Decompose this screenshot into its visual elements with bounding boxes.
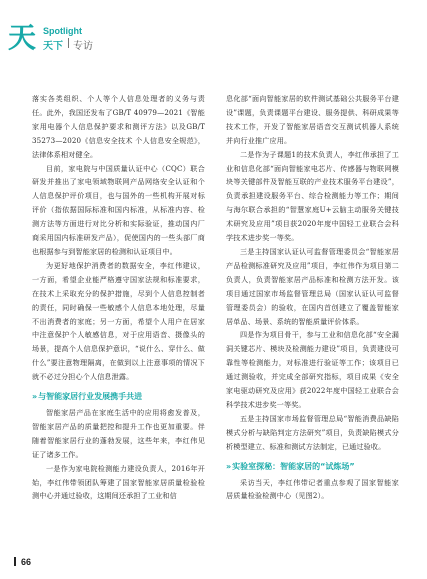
left-column	[32, 92, 205, 503]
section-heading-text: 实验室探秘：智能家居的“试炼场”	[232, 461, 355, 471]
paragraph: 智能家居产品在家庭生活中的应用将愈发普及，智能家居产品的质量把控和提升工作也更加重要。伴随着智能家居行业的蓬勃发展，这些年来，李红伟见证了诸多工作。	[32, 408, 205, 459]
page-footer	[14, 557, 31, 567]
double-chevron-icon: »	[32, 392, 37, 402]
right-column	[226, 92, 399, 503]
brand-name-cn: 天下	[43, 41, 63, 52]
section-heading	[226, 460, 399, 474]
paragraph: 三是主持国家认证认可监督管理委员会“智能家居产品检测标准研究及应用”项目，李红伟作为项目第二负责人，负责智能家居产品标准和检测方法开发。该项目通过国家市场监督管理总局（国家认证认可监督管理委员会）的验收，在国内首创建立了覆盖智能家居单品、场景、系统的智能质量评价体系。	[226, 246, 399, 326]
double-chevron-icon: »	[226, 461, 231, 471]
footer-bar	[14, 557, 16, 566]
paragraph: 为更好地保护消费者的数据安全，李红伟建议，一方面，希望企业能严格遵守国家法规和标准要求，在技术上采取充分的保护措施，尽到个人信息控制者的责任，同时确保一些敏感个人信息本地处理，尽量不出消费者的家庭；另一方面，希望个人用户在居家中注意保护个人敏感信息，对于应用语音、摄像头的场景，提高个人信息保护意识，“说什么、穿什么、做什么”要注意物理隔离，在做到以上注意事项的情况下就不必过分担心个人信息泄露。	[32, 260, 205, 382]
paragraph: 目前，家电院与中国质量认证中心（CQC）联合研发并推出了家电领域物联网产品网络安全认证和个人信息保护评价项目，也与国外的一些机构开展对标评价（指依据国际标准和国内标准，从标准内容、检测方法等方面进行对比分析和实际验证，推动国内厂商采用国内标准研发产品），促使国内的一些头部厂商也根据参与到智能家居的检测和认证项目中。	[32, 163, 205, 256]
section-heading-text: 与智能家居行业发展携手共进	[38, 392, 143, 402]
header-divider	[68, 38, 69, 48]
paragraph: 采访当天，李红伟带记者重点参观了国家智能家居质量检验检测中心（见图2）。	[226, 477, 399, 501]
paragraph: 五是主持国家市场监督管理总局“智能消费品缺陷模式分析与缺陷判定方法研究”项目，负责缺陷模式分析模型建立、标准和测试方法制定，已通过验收。	[226, 413, 399, 451]
page-number: 66	[21, 557, 32, 567]
brand-logo-icon: 天	[8, 21, 37, 54]
paragraph: 落实各类组织、个人等个人信息处理者的义务与责任。此外，我国还发布了GB/T 40979—2021《智能家用电器个人信息保护要求和测评方法》以及GB/T 35273—2020《信息安全技术 个人信息安全规范》，法律体系相对健全。	[32, 94, 205, 159]
paragraph: 二是作为子课题1的技术负责人，李红伟承担了工业和信息化部“面向智能家电芯片、传感器与物联网模块等关键部件及智能互联的产业技术服务平台建设”，负责承担建设服务平台、综合检测能力等工作；期间与海尔联合承担的“智慧家庭U+云脑主动服务关键技术研究及应用”项目获2020年度中国轻工业联合会科学技术进步奖一等奖。	[226, 149, 399, 243]
paragraph: 息化部“面向智能家居的软件测试基础公共服务平台建设”课题，负责课题平台建设、服务提供、科研成果等技术工作，开发了智能家居语音交互测试机器人系统并向行业推广应用。	[226, 94, 399, 145]
masthead	[0, 0, 427, 60]
section-heading	[32, 390, 205, 404]
section-name: 专访	[73, 41, 93, 52]
paragraph: 四是作为项目骨干，参与工业和信息化部“安全漏洞关键芯片、模块及检测能力建设”项目，负责建设可靠性等检测能力，对标准进行验证等工作；该项目已通过测验收，并完成全部研究指标，项目成果《安全家电驱动研究及应用》获2022年度中国轻工业联合会科学技术进步奖一等奖。	[226, 330, 399, 409]
brand-name-en: Spotlight	[43, 26, 82, 36]
paragraph: 一是作为家电院检测能力建设负责人，2016年开始，李红伟带领团队筹建了国家智能家居质量检验检测中心并通过验收，这期间还承担了工业和信	[32, 463, 205, 501]
